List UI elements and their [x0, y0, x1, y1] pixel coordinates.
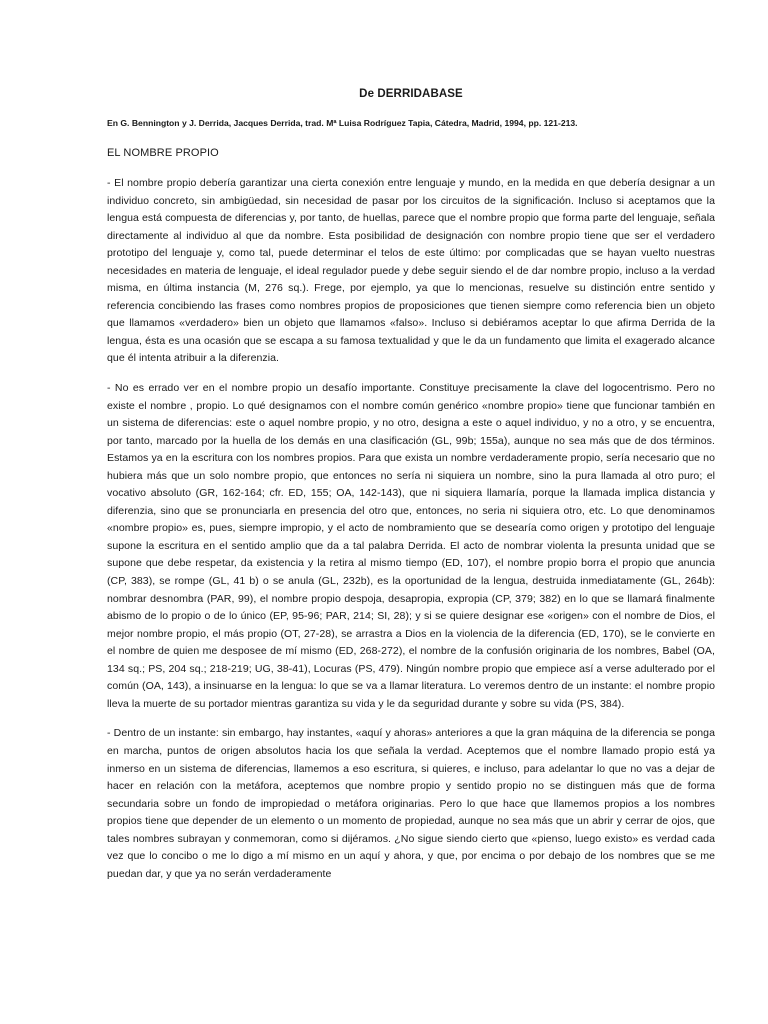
body-paragraph-2: - No es errado ver en el nombre propio un desafío importante. Constituye precisamente la clave del logocentrismo. Pero no existe el nombre , propio. Lo qué designamos con el nombre común genérico «nombre propio» tiene que funcionar también en un sistema de diferencias: este o aquel nombre propio, y no otro, designa a este o aquel individuo, y no a otro, y se encuentra, por tanto, marcado por la huella de los demás en una clasificación (GL, 99b; 155a), aunque no sea más que de dos términos. Estamos ya en la escritura con los nombres propios. Para que exista un nombre verdaderamente propio, sería necesario que no hubiera más que un solo nombre propio, que entonces no sería ni siquiera un nombre, sino la pura llamada al otro puro; el vocativo absoluto (GR, 162-164; cfr. ED, 155; OA, 142-143), que ni siquiera llamaría, porque la llamada implica distancia y diferenzia, sino que se pronunciarla en presencia del otro que, entonces, no seria ni siquiera otro, etc. Lo que denominamos «nombre propio» es, pues, siempre impropio, y el acto de nombramiento que se desearía como origen y prototipo del lenguaje supone la escritura en el sentido amplio que da a tal palabra Derrida. El acto de nombrar violenta la presunta unidad que se supone que debe respetar, da existencia y la retira al mismo tiempo (ED, 107), el nombre propio borra el propio que anuncia (CP, 383), se rompe (GL, 41 b) o se anula (GL, 232b), es la oportunidad de la lengua, destruida inmediatamente (GL, 264b): nombrar desnombra (PAR, 99), el nombre propio despoja, desapropia, expropia (CP, 379; 382) en lo que se llamará finalmente abismo de lo propio o de lo único (EP, 95-96; PAR, 214; SI, 28); y si se quiere designar ese «origen» con el nombre de Dios, el mejor nombre propio, el más propio (OT, 27-28), se arrastra a Dios en la violencia de la diferencia (ED, 170), se le convierte en el nombre de quien me desposee de mí mismo (ED, 268-272), el nombre de la confusión originaria de los nombres, Babel (OA, 134 sq.; PS, 204 sq.; 218-219; UG, 38-41), Locuras (PS, 479). Ningún nombre propio que empiece así a verse adulterado por el común (OA, 143), a insinuarse en la lengua: lo que se va a llamar literatura. Lo veremos dentro de un instante: el nombre propio lleva la muerte de su portador mientras garantiza su vida y le da seguridad durante y sobre su vida (PS, 384).	[107, 382, 715, 710]
section-heading: EL NOMBRE PROPIO	[107, 147, 219, 159]
body-paragraph-1: - El nombre propio debería garantizar una cierta conexión entre lenguaje y mundo, en la medida en que debería designar a un individuo concreto, sin ambigüedad, sin necesidad de pasar por los circuitos de la significación. Incluso si aceptamos que la lengua está compuesta de diferencias y, por tanto, de huellas, parece que el nombre propio que forma parte del lenguaje, señala directamente al individuo al que da nombre. Esta posibilidad de designación con nombre propio tiene que ser el verdadero prototipo del lenguaje y, como tal, puede determinar el telos de este último: por complicadas que se hayan vuelto nuestras necesidades en materia de lenguaje, el ideal regulador puede y debe seguir siendo el de dar nombre propio, incluso a la verdad misma, en última instancia (M, 276 sq.). Frege, por ejemplo, ya que lo mencionas, resuelve su distinción entre sentido y referencia concibiendo las frases como nombres propios de proposiciones que tienen siempre como referencia bien un objeto que llamamos «verdadero» bien un objeto que llamamos «falso». Incluso si debiéramos aceptar lo que afirma Derrida de la lengua, ésta es una ocasión que se escapa a su famosa textualidad y que le da un fundamento que limita el exagerado alcance que él intenta atribuir a la diferenzia.	[107, 177, 715, 365]
bibliographic-citation: En G. Bennington y J. Derrida, Jacques Derrida, trad. Mª Luisa Rodríguez Tapia, Cátedra, Madrid, 1994, pp. 121-213.	[107, 118, 578, 128]
body-paragraph-3: - Dentro de un instante: sin embargo, hay instantes, «aquí y ahoras» anteriores a que la gran máquina de la diferencia se ponga en marcha, puntos de origen absolutos hacia los que señala la verdad. Aceptemos que el nombre llamado propio está ya inmerso en un sistema de diferencias, llamemos a eso escritura, si quieres, e incluso, para adelantar lo que no vas a dejar de hacer en relación con la metáfora, aceptemos que nombre propio y sentido propio no se distinguen más que de forma secundaria sobre un fondo de impropiedad o metáfora originarias. Pero lo que hace que llamemos propios a los nombres propios tiene que depender de un elemento o un momento de propiedad, aunque no sea más que un abrir y cerrar de ojos, que tales nombres subrayan y conmemoran, como si dijéramos. ¿No sigue siendo cierto que «pienso, luego existo» es verdad cada vez que lo concibo o me lo digo a mí mismo en un aquí y ahora, y que, por encima o por debajo de los nombres que se me puedan dar, y que ya no serán verdaderamente	[107, 727, 715, 880]
document-title: De DERRIDABASE	[359, 88, 463, 100]
document-page	[107, 88, 715, 883]
